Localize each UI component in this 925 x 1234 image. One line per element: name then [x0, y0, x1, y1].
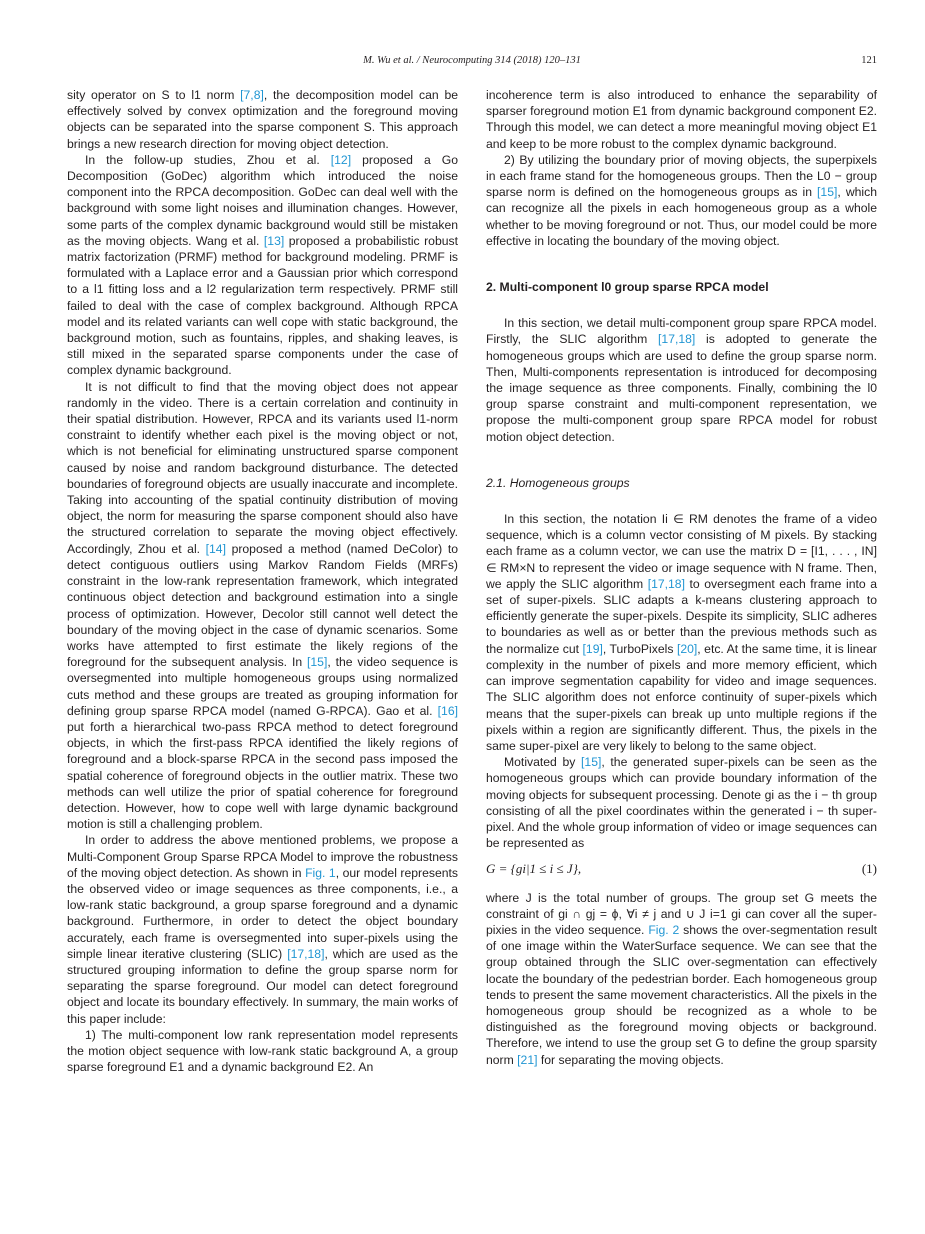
paragraph — [67, 1027, 458, 1076]
text-run: shows the over-segmentation result of one image within the WaterSurface sequence. We can see that the group obtained through the SLIC over-segmentation can effectively locate the boundary of the pedestrian border. Each homogeneous group tends to present the same movement characteristics. All the pixels in the homogeneous group should be recognized as a whole to be distinguished as the foreground moving objects or background. Therefore, we intend to use the group set G to define the group sparsity norm — [486, 922, 877, 1067]
text-run: where J is the total number of groups. The group set G meets the constraint of gi ∩ gj = ϕ, ∀i ≠ j and ∪ J i=1 gi can cover all the super-pixies in the video sequence. — [486, 890, 877, 937]
text-run: , the video sequence is oversegmented into multiple homogeneous groups using normalized cuts method and these groups are treated as grouping information for defining group sparse RPCA model (named G-RPCA). Gao et al. — [67, 655, 458, 718]
section-heading: 2. Multi-component l0 group sparse RPCA model — [486, 280, 769, 295]
citation-link[interactable]: [12] — [330, 152, 352, 167]
text-run: 1) The multi-component low rank representation model represents the motion object sequence with low-rank static background A, a group sparse foreground E1 and a dynamic background E2. An — [67, 1027, 458, 1075]
text-run: In the follow-up studies, Zhou et al. — [85, 152, 331, 167]
text-run: It is not difficult to find that the moving object does not appear randomly in the video. There is a certain correlation and continuity in their spatial distribution. However, RPCA and its variants used l1-norm constraint to identify whether each pixel is the moving object or not, which is not beneficial for eliminating unstructured sparse component caused by noise and random background disturbance. The detected boundaries of foreground objects are usually inaccurate and incomplete. Taking into accounting of the spatial continuity distribution of moving object, the norm for measuring the sparse component should also have the structured correlation to separate the moving object effectively. Accordingly, Zhou et al. — [67, 379, 458, 556]
text-run: , which are used as the structured grouping information to define the group sparse norm for separating the sparse foreground. Our model can detect foreground object and locate its boundary effectively. In summary, the main works of this paper include: — [67, 946, 458, 1026]
paragraph — [67, 379, 458, 833]
citation-link[interactable]: [21] — [517, 1052, 538, 1067]
subsection-heading: 2.1. Homogeneous groups — [486, 475, 630, 490]
paragraph — [67, 87, 458, 152]
figure-link[interactable]: Fig. 2 — [648, 922, 680, 937]
equation-1 — [486, 861, 877, 877]
text-run: sity operator on S to l1 norm — [67, 88, 241, 102]
paragraph — [486, 87, 877, 152]
citation-link[interactable]: [15] — [307, 655, 328, 670]
text-run: , etc. At the same time, it is linear complexity in the number of pixels and more memory efficient, which can improve segmentation capability for video and image sequences. The SLIC algorithm does not enforce continuity of super-pixels which means that the super-pixels can break up unto multiple regions if the pixels within a region are significantly different. Thus, the pixels in the same super-pixel are very likely to belong to the same object. — [486, 641, 877, 753]
text-run: proposed a Go Decomposition (GoDec) algorithm which introduced the noise component into the RPCA decomposition. GoDec can deal well with the background with some light noises and illumination changes. However, some parts of the complex dynamic background would still be mistaken as the moving objects. Wang et al. — [67, 152, 458, 248]
paragraph — [67, 152, 458, 379]
citation-link[interactable]: [16] — [437, 703, 458, 718]
equation-body: G = {gi|1 ≤ i ≤ J}, — [486, 861, 582, 877]
paragraph — [486, 152, 877, 249]
text-run: put forth a hierarchical two-pass RPCA method to detect foreground objects, in which the first-pass RPCA identified the likely regions of foreground and a block-sparse RPCA in the second pass imposed the spatial coherence of foreground objects in the outlier matrix. These two methods can well utilize the prior of spatial coherence for foreground detection. However, how to cope well with large dynamic background motion is still a challenging problem. — [67, 719, 458, 832]
text-run: In this section, the notation Ii ∈ RM denotes the frame of a video sequence, which is a column vector consisting of M pixels. By stacking each frame as a column vector, we can use the matrix D = [I1, . . . , IN] ∈ RM×N to represent the video or image sequence with N frame. Then, we apply the SLIC algorithm — [486, 512, 877, 591]
citation-link[interactable]: [19] — [582, 641, 603, 656]
text-run: incoherence term is also introduced to enhance the separability of sparser foreground motion E1 from dynamic background component E2. Through this model, we can detect a more meaningful moving object E1 and keep to be more robust to the complex dynamic background. — [486, 88, 877, 151]
paragraph — [486, 315, 877, 445]
left-column — [67, 87, 458, 1075]
paragraph — [67, 832, 458, 1026]
text-run: 2) By utilizing the boundary prior of moving objects, the superpixels in each frame stand for the homogeneous groups. Then the L0 − group sparse norm is defined on the homogeneous groups as in — [486, 152, 877, 200]
citation-link[interactable]: [7,8] — [240, 88, 264, 102]
citation-link[interactable]: [13] — [263, 233, 285, 248]
text-run: In this section, we detail multi-component group spare RPCA model. Firstly, the SLIC algorithm — [486, 316, 877, 347]
equation-number: (1) — [861, 861, 877, 877]
running-title: M. Wu et al. / Neurocomputing 314 (2018) 120–131 — [363, 55, 581, 66]
text-run: to oversegment each frame into a set of super-pixels. SLIC adapts a k-means clustering approach to efficiently generate the super-pixels. Despite its simplicity, SLIC adheres to boundaries as well as or better than the previous methods such as the normalize cut — [486, 576, 877, 656]
text-run: proposed a method (named DeColor) to detect contiguous outliers using Markov Random Fields (MRFs) constraint in the low-rank representation framework, which integrated continuous object detection and background estimation into a single process of optimization. However, Decolor still cannot well detect the boundary of the moving object in the case of dynamic scenarios. Some works have attempted to first estimate the likely regions of the foreground for the subsequent analysis. In — [67, 541, 458, 670]
citation-link[interactable]: [20] — [676, 641, 698, 656]
text-run: for separating the moving objects. — [537, 1052, 724, 1067]
running-header — [67, 55, 877, 71]
page-number: 121 — [861, 55, 877, 66]
paragraph — [486, 890, 877, 1068]
text-run: is adopted to generate the homogeneous groups which are used to define the group sparse norm. Then, Multi-components representation is introduced for decomposing the image sequence as three components. Finally, combining the l0 group sparse constraint and multi-component representation, we propose the multi-component group spare RPCA model for robust motion object detection. — [486, 332, 877, 444]
text-run: Motivated by — [504, 755, 582, 770]
citation-link[interactable]: [15] — [581, 755, 602, 770]
text-run: , our model represents the observed video or image sequences as three components, i.e., a low-rank static background, a group sparse foreground and a dynamic background. Furthermore, in order to detect the object boundary accurately, each frame is oversegmented into super-pixels using the simple linear iterative clustering (SLIC) — [67, 865, 459, 961]
citation-link[interactable]: [15] — [817, 185, 838, 200]
figure-link[interactable]: Fig. 1 — [305, 865, 336, 880]
citation-link[interactable]: [17,18] — [287, 946, 325, 961]
text-run: , which can recognize all the pixels in each homogeneous group as a whole whether to be moving foreground or not. Thus, our model could be more effective in locating the boundary of the moving object. — [486, 185, 877, 248]
text-run: , the decomposition model can be effectively solved by convex optimization and the foreground moving objects can be separated into the sparse component S. This approach brings a new research direction for moving object detection. — [67, 88, 459, 151]
text-run: , TurboPixels — [602, 641, 677, 656]
citation-link[interactable]: [17,18] — [647, 576, 685, 591]
right-column — [486, 87, 877, 1068]
paragraph — [486, 754, 877, 851]
text-run: proposed a probabilistic robust matrix factorization (PRMF) method for background modeling. PRMF is formulated with a Laplace error and a Gaussian prior which correspond to a l1 fitting loss and a l2 regularization term respectively. PRMF still failed to deal with the case of complex background. Although RPCA model and its related variants can well cope with static background, the background motion, such as fountains, ripples, and shaking leaves, is still mixed in the separated sparse components under the case of complex dynamic background. — [67, 233, 459, 378]
paragraph — [486, 511, 877, 754]
text-run: In order to address the above mentioned problems, we propose a Multi-Component Group Sparse RPCA Model to improve the robustness of the moving object detection. As shown in — [67, 833, 458, 880]
citation-link[interactable]: [17,18] — [658, 332, 696, 347]
citation-link[interactable]: [14] — [205, 541, 226, 556]
text-run: , the generated super-pixels can be seen as the homogeneous groups which can provide boundary information of the moving objects for subsequent processing. Denote gi as the i − th group consisting of all the pixel coordinates within the generated i − th super-pixel. And the whole group information of video or image sequences can be represented as — [486, 755, 877, 851]
